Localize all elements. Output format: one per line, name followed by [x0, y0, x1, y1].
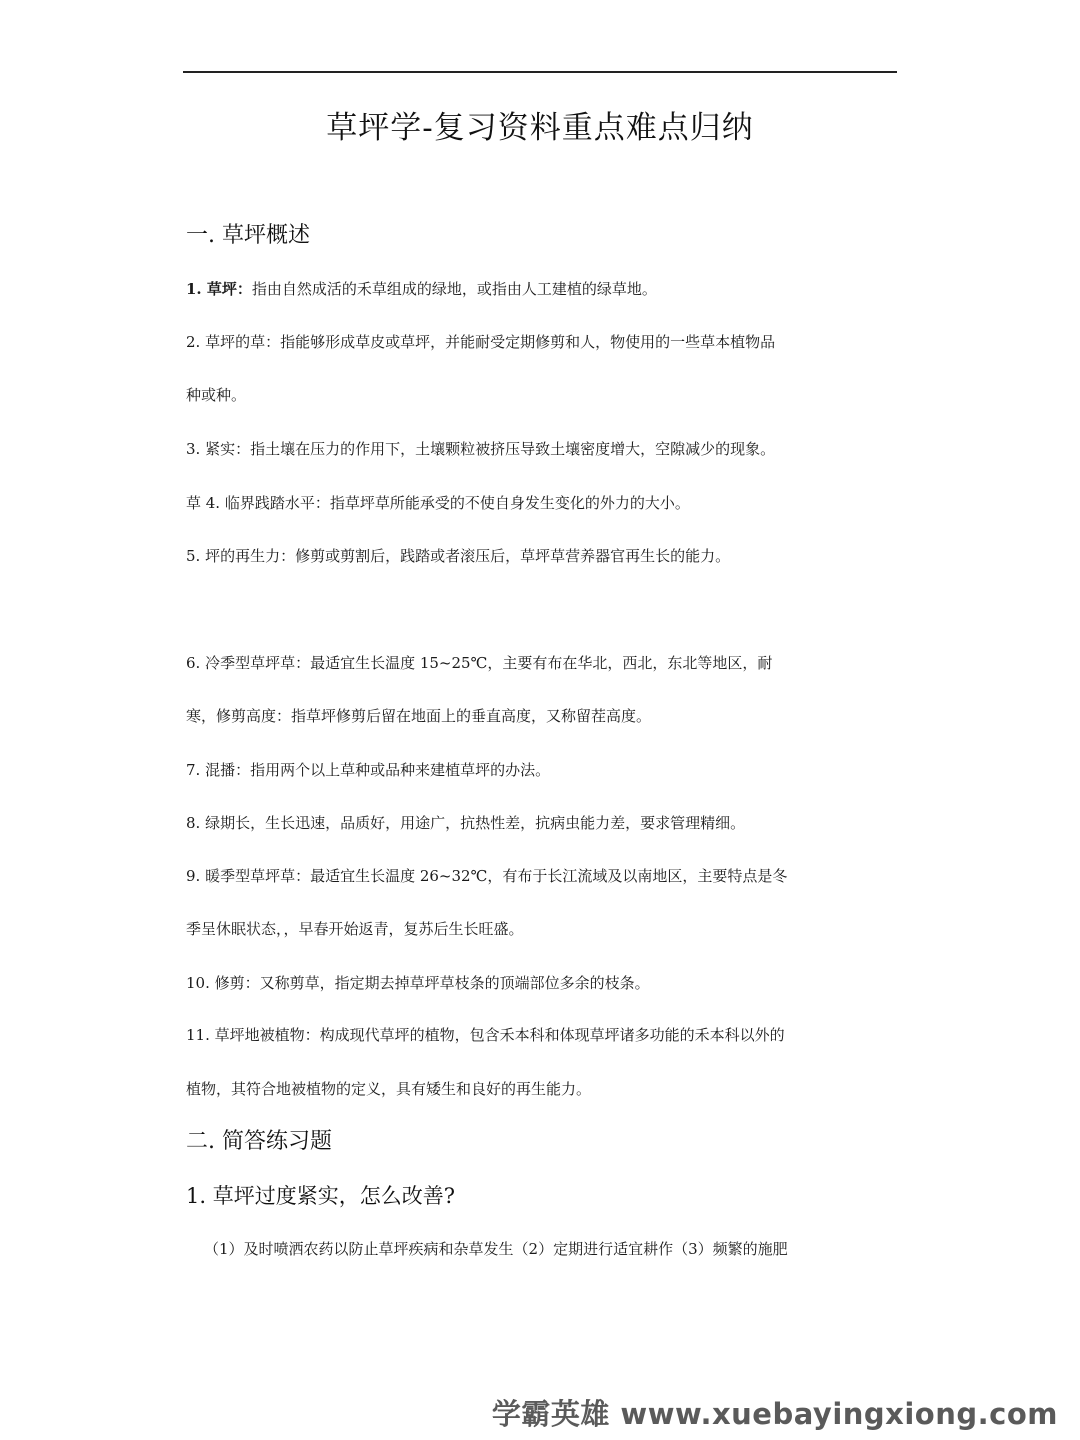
definition-line-2: 2. 草坪的草：指能够形成草皮或草坪，并能耐受定期修剪和人，物使用的一些草本植物品	[186, 333, 776, 351]
definition-line-10: 8. 绿期长，生长迅速，品质好，用途广，抗热性差，抗病虫能力差，要求管理精细。	[186, 814, 746, 832]
page-title: 草坪学-复习资料重点难点归纳	[326, 110, 754, 146]
definition-term: 1. 草坪：	[186, 280, 252, 298]
definition-line-12: 季呈休眠状态，，早春开始返青，复苏后生长旺盛。	[186, 920, 524, 938]
definition-line-3: 种或种。	[186, 386, 247, 404]
question-1: 1. 草坪过度紧实，怎么改善?	[186, 1184, 455, 1208]
top-rule	[183, 71, 897, 73]
definition-line-9: 7. 混播：指用两个以上草种或品种来建植草坪的办法。	[186, 761, 551, 779]
definition-line-13: 10. 修剪：又称剪草，指定期去掉草坪草枝条的顶端部位多余的枝条。	[186, 974, 650, 992]
definition-line-14: 11. 草坪地被植物：构成现代草坪的植物，包含禾本科和体现草坪诸多功能的禾本科以外的	[186, 1026, 785, 1044]
section-heading-exercises: 二. 简答练习题	[186, 1129, 332, 1154]
definition-line-15: 植物，其符合地被植物的定义，具有矮生和良好的再生能力。	[186, 1080, 592, 1098]
definition-line-11: 9. 暖季型草坪草：最适宜生长温度 26~32℃，有布于长江流域及以南地区，主要特点是冬	[186, 867, 788, 885]
definition-text: 指由自然成活的禾草组成的绿地，或指由人工建植的绿草地。	[251, 280, 657, 298]
definition-line-7: 6. 冷季型草坪草：最适宜生长温度 15~25℃，主要有布在华北，西北，东北等地区，耐	[186, 654, 773, 672]
definition-line-1	[186, 278, 896, 300]
definition-line-6: 5. 坪的再生力：修剪或剪割后，践踏或者滚压后，草坪草营养器官再生长的能力。	[186, 547, 731, 565]
definition-line-4: 3. 紧实：指土壤在压力的作用下，土壤颗粒被挤压导致土壤密度增大，空隙减少的现象。	[186, 440, 776, 458]
watermark: 学霸英雄 www.xuebayingxiong.com	[491, 1397, 1058, 1431]
definition-line-5: 草 4. 临界践踏水平：指草坪草所能承受的不使自身发生变化的外力的大小。	[186, 494, 690, 512]
answer-1: （1）及时喷洒农药以防止草坪疾病和杂草发生（2）定期进行适宜耕作（3）频繁的施肥	[204, 1240, 788, 1258]
section-heading-overview: 一. 草坪概述	[186, 223, 310, 248]
definition-line-8: 寒，修剪高度：指草坪修剪后留在地面上的垂直高度，又称留茬高度。	[186, 707, 652, 725]
